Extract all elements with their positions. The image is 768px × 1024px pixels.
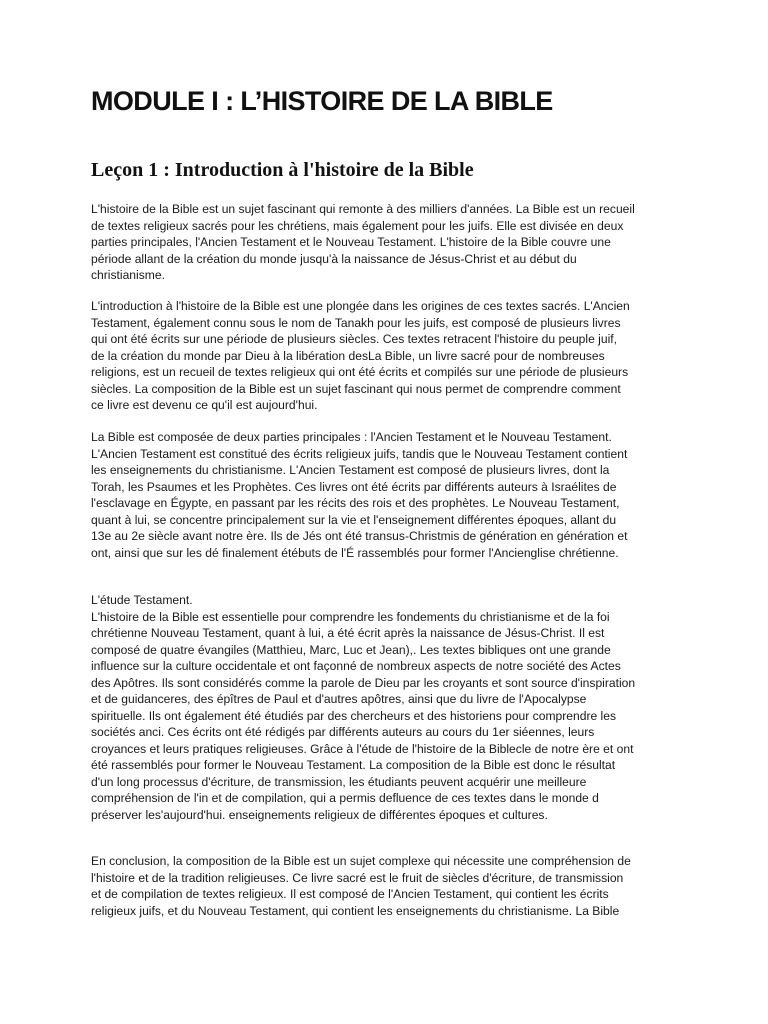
text-line: période allant de la création du monde jusqu'à la naissance de Jésus-Christ et au début du — [91, 251, 577, 266]
paragraph-intro — [91, 201, 681, 284]
text-line: La Bible est composée de deux parties principales : l'Ancien Testament et le Nouveau Testament. — [91, 430, 612, 444]
text-line: L'Ancien Testament est constitué des écrits religieux juifs, tandis que le Nouveau Testament contient — [91, 446, 628, 461]
text-line: de la création du monde par Dieu à la libération desLa Bible, un livre sacré pour de nombreuses — [91, 348, 605, 363]
lesson-subtitle: Leçon 1 : Introduction à l'histoire de la Bible — [91, 159, 474, 181]
text-line: religieux juifs, et du Nouveau Testament, qui contient les enseignements du christianisme. La Bible — [91, 903, 620, 918]
text-line: des Apôtres. Ils sont considérés comme la parole de Dieu par les croyants et sont source d'inspiration — [91, 675, 636, 690]
text-line: été rassemblés pour former le Nouveau Testament. La composition de la Bible est donc le résultat — [91, 758, 616, 772]
text-line: sociétés anci. Ces écrits ont été rédigés par différents auteurs au cours du 1er siéennes, leurs — [91, 725, 595, 739]
text-line: L'introduction à l'histoire de la Bible est une plongée dans les origines de ces textes sacrés. L'Ancien — [91, 299, 630, 313]
text-line: quant à lui, se concentre principalement sur la vie et l'enseignement différentes époques, allant du — [91, 512, 617, 527]
text-line: L'histoire de la Bible est un sujet fascinant qui remonte à des milliers d'années. La Bible est un recueil — [91, 202, 635, 216]
text-line: et de compilation de textes religieux. Il est composé de l'Ancien Testament, qui contient les écrits — [91, 887, 609, 901]
text-line: spirituelle. Ils ont également été étudiés par des chercheurs et des historiens pour comprendre les — [91, 708, 617, 723]
text-line: christianisme. — [91, 268, 165, 282]
text-line: l'histoire et de la tradition religieuses. Ce livre sacré est le fruit de siècles d'écriture, de transmission — [91, 870, 624, 885]
text-line: croyances et leurs pratiques religieuses. Grâce à l'étude de l'histoire de la Biblecle de notre ère et ont — [91, 741, 634, 756]
paragraph-study — [91, 592, 681, 823]
text-line: En conclusion, la composition de la Bible est un sujet complexe qui nécessite une compréhension de — [91, 854, 631, 868]
text-line: ont, ainsi que sur les dé finalement étébuts de l'É rassemblés pour former l'Ancienglise chrétienne. — [91, 545, 619, 560]
text-line: siècles. La composition de la Bible est un sujet fascinant qui nous permet de comprendre comment — [91, 381, 621, 396]
text-line: religions, est un recueil de textes religieux qui ont été écrits et compilés sur une période de plusieurs — [91, 365, 629, 379]
paragraph-conclusion — [91, 853, 681, 919]
text-line: composé de quatre évangiles (Matthieu, Marc, Luc et Jean),. Les textes bibliques ont une grande — [91, 642, 611, 657]
text-line: qui ont été écrits sur une période de plusieurs siècles. Ces textes retracent l'histoire du peuple juif, — [91, 332, 617, 346]
paragraph-composition — [91, 429, 681, 561]
text-line: L'étude Testament. — [91, 593, 193, 607]
text-line: L'histoire de la Bible est essentielle pour comprendre les fondements du christianisme et de la foi — [91, 609, 610, 624]
text-line: chrétienne Nouveau Testament, quant à lui, a été écrit après la naissance de Jésus-Christ. Il est — [91, 626, 605, 640]
text-line: Testament, également connu sous le nom de Tanakh pour les juifs, est composé de plusieurs livres — [91, 315, 621, 330]
text-line: 13e au 2e siècle avant notre ère. Ils de Jés ont été transus-Christmis de génération en génération et — [91, 529, 628, 543]
paragraph-origins — [91, 298, 681, 414]
text-line: les enseignements du christianisme. L'Ancien Testament est composé de plusieurs livres, dont la — [91, 463, 610, 477]
text-line: préserver les'aujourd'hui. enseignements religieux de différentes époques et cultures. — [91, 807, 548, 822]
text-line: parties principales, l'Ancien Testament et le Nouveau Testament. L'histoire de la Bible couvre une — [91, 235, 611, 249]
text-line: ce livre est devenu ce qu'il est aujourd'hui. — [91, 398, 318, 412]
text-line: de textes religieux sacrés pour les chrétiens, mais également pour les juifs. Elle est divisée en deux — [91, 218, 624, 233]
text-line: Torah, les Psaumes et les Prophètes. Ces livres ont été écrits par différents auteurs à Israélites de — [91, 479, 617, 494]
text-line: d'un long processus d'écriture, de transmission, les étudiants peuvent acquérir une meilleure — [91, 774, 587, 789]
text-line: l'esclavage en Égypte, en passant par les récits des rois et des prophètes. Le Nouveau Testament, — [91, 496, 620, 510]
page-title: MODULE I : L’HISTOIRE DE LA BIBLE — [91, 86, 553, 116]
text-line: influence sur la culture occidentale et ont façonné de nombreux aspects de notre société des Actes — [91, 659, 621, 673]
text-line: compréhension de l'in et de compilation, qui a permis defluence de ces textes dans le monde d — [91, 791, 599, 805]
text-line: et de guidanceres, des épîtres de Paul et d'autres apôtres, ainsi que du livre de l'Apocalypse — [91, 692, 587, 706]
